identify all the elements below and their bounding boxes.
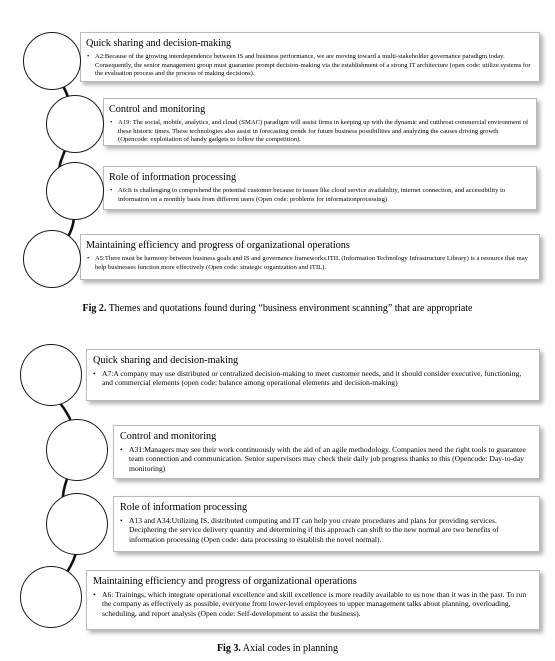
fig2-card-title: Role of information processing xyxy=(109,172,237,183)
bullet-icon: • xyxy=(87,53,90,60)
fig2-card-quote: A6:It is challenging to comprehend the potential customer because to issues like cloud service availability, internet connection, and accessibility to information on a monthly basis from different users (Open code: problems for informationprocessing) xyxy=(118,187,506,203)
fig3-card-information-processing xyxy=(113,496,540,552)
caption-label: Fig 2. xyxy=(82,303,107,314)
fig3-card-quote: A13 and A34:Utilizing IS, distributed computing and IT can help you create procedures and plans for providing services. Deciphering the service delivery quantity and determining if this approach can shift to the new normal are two benefits of information processing (Open code: data processing to establish the novel normal). xyxy=(129,516,499,544)
fig2-card-title: Maintaining efficiency and progress of organizational operations xyxy=(86,240,350,251)
fig3-card-body xyxy=(93,590,533,618)
fig3-card-body xyxy=(93,369,533,388)
bullet-icon: • xyxy=(120,516,123,525)
fig3-card-control-monitoring xyxy=(113,425,540,479)
fig3-card-title: Maintaining efficiency and progress of organizational operations xyxy=(93,576,357,587)
fig3-card-body xyxy=(120,445,533,473)
bullet-icon: • xyxy=(110,187,113,194)
fig3-node-circle xyxy=(46,419,108,481)
fig3-card-quote: A6: Trainings, which integrate operational excellence and skill excellence is more readily available to us now than it was in the past. To run the company as effectively as possible, everyone from lower-level employees to upper management talks about planning, overloading, scheduling, and report analysis (Open code: Self-development to assist the business). xyxy=(102,590,527,618)
caption-text: Themes and quotations found during “business environment scanning” that are appropriate xyxy=(108,303,473,314)
fig3-card-efficiency-progress xyxy=(86,570,540,630)
figure-3-caption xyxy=(0,643,555,654)
fig2-card-quote: A19: The social, mobile, analytics, and cloud (SMAC) paradigm will assist firms in keeping up with the dynamic and cutthroat commercial environment of these historic times. These technologies also assist in forecasting trends for future business possibilities and analyzing the causes driving growth (Opencode: exploitation of handy gadgets to follow the competition). xyxy=(118,119,529,144)
fig3-card-quick-sharing xyxy=(86,349,540,401)
fig2-card-quote: A2:Because of the growing interdependence between IS and business performance, we are moving toward a multi-stakeholder governance paradigm today. Consequently, the senior management group must guarantee prompt decision-making via the establishment of a strong IT architecture (open code: utilize systems for the evaluation process and the process of making decisions). xyxy=(95,53,531,78)
fig3-node-circle xyxy=(20,344,82,406)
bullet-icon: • xyxy=(87,255,90,262)
fig3-node-circle xyxy=(46,493,108,555)
fig3-card-title: Quick sharing and decision-making xyxy=(93,355,239,366)
fig2-card-title: Quick sharing and decision-making xyxy=(86,38,232,49)
caption-label: Fig 3. xyxy=(216,643,241,654)
bullet-icon: • xyxy=(93,369,96,378)
bullet-icon: • xyxy=(93,590,96,599)
bullet-icon: • xyxy=(120,445,123,454)
fig3-card-title: Control and monitoring xyxy=(120,431,217,442)
fig3-card-body xyxy=(120,516,533,544)
fig3-card-quote: A7:A company may use distributed or centralized decision-making to meet customer needs, and it should consider executive, functioning, and commercial elements (open code: balance among operational elements and decision-making) xyxy=(102,369,522,388)
fig3-card-quote: A31:Managers may see their work continuously with the aid of an agile methodology. Companies need the right tools to guarantee team connection and communication. Senior supervisors may check their daily job progress thanks to this (Opencode: Day-to-day monitoring) xyxy=(129,445,526,473)
fig2-card-quote: A5:There must be harmony between business goals and IS and governance frameworks.ITIL (Information Technology Infrastructure Library) is a resource that may help businesses function more effectively (Open code: strategic organization and ITIL). xyxy=(95,255,528,271)
bullet-icon: • xyxy=(110,119,113,126)
fig2-card-title: Control and monitoring xyxy=(109,104,206,115)
fig3-card-title: Role of information processing xyxy=(120,502,248,513)
fig3-node-circle xyxy=(20,566,82,628)
caption-text: Axial codes in planning xyxy=(242,643,339,654)
